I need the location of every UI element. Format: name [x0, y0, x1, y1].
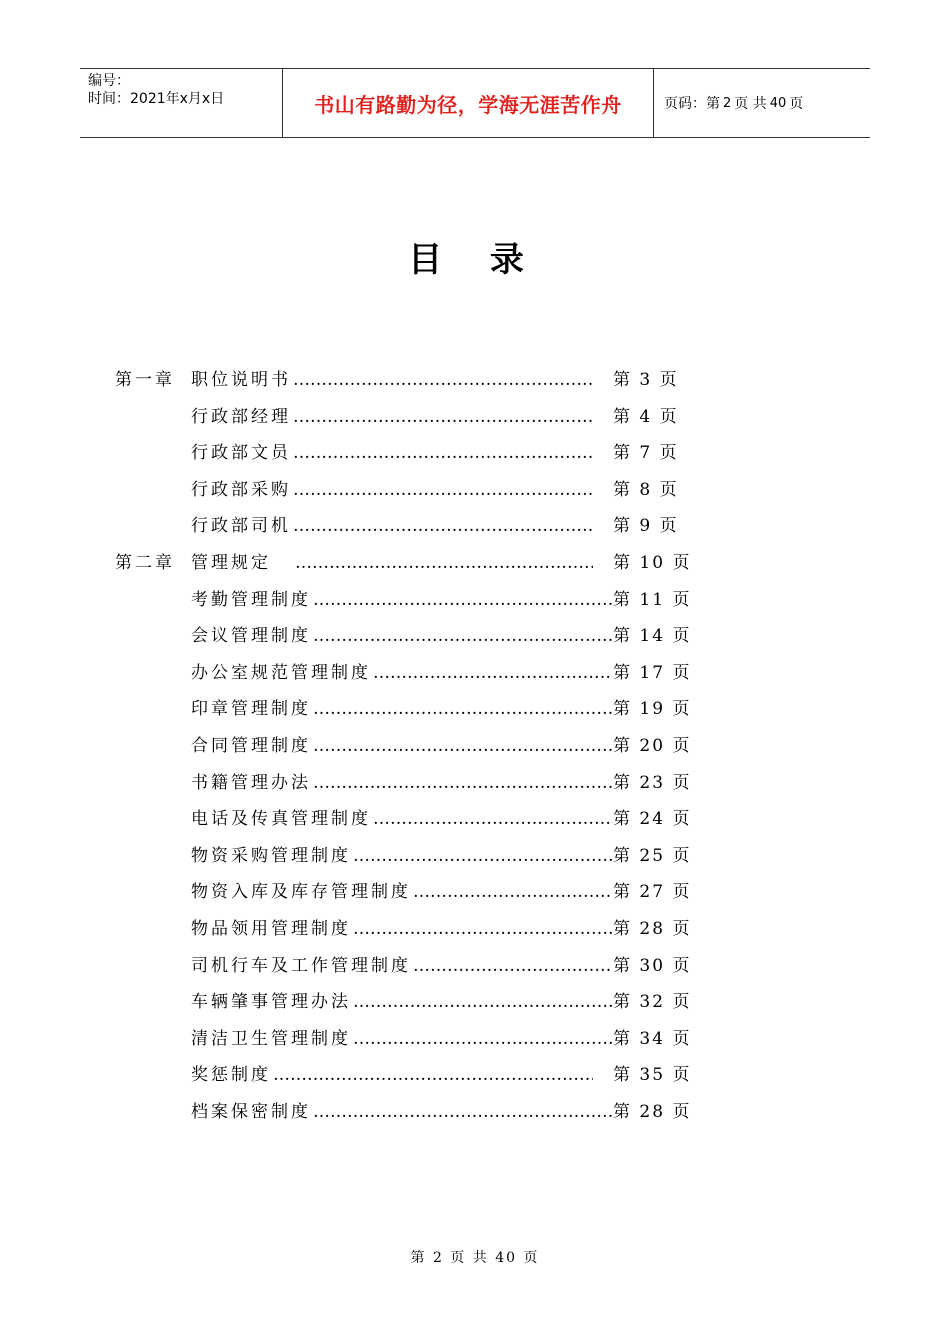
toc-leader-dots [353, 911, 613, 947]
toc-leader-dots [313, 582, 613, 618]
toc-entry[interactable] [0, 399, 950, 435]
page-code-mid: 页 共 [734, 96, 767, 112]
page-code-prefix: 页码：第 [664, 96, 720, 112]
toc-page-number: 第 34 页 [613, 1028, 692, 1049]
toc-chapter-label: 第二章 [115, 553, 175, 573]
toc-page-number: 第 17 页 [613, 662, 692, 683]
toc-leader-dots [293, 399, 593, 435]
toc-page-number: 第 24 页 [613, 809, 692, 830]
toc-leader-dots [353, 1021, 613, 1057]
toc-entry[interactable] [0, 1021, 950, 1057]
header-motto: 书山有路勤为径，学海无涯苦作舟 [314, 92, 622, 117]
toc-entry[interactable] [0, 948, 950, 984]
toc-leader-dots [373, 801, 613, 837]
toc-leader-dots [295, 545, 593, 581]
toc-entry[interactable] [0, 911, 950, 947]
toc-page-number: 第 14 页 [613, 626, 692, 647]
toc-entry-label: 管理规定 [191, 553, 271, 573]
toc-entry[interactable] [0, 838, 950, 874]
toc-entry[interactable] [0, 765, 950, 801]
toc-entry-label: 合同管理制度 [191, 736, 311, 756]
toc-entry-label: 物资入库及库存管理制度 [191, 882, 411, 903]
header-page-code [654, 69, 870, 137]
toc-entry-label: 考勤管理制度 [191, 589, 311, 610]
toc-page-number: 第 19 页 [613, 699, 692, 720]
toc-entry[interactable] [0, 582, 950, 618]
toc-entry[interactable] [0, 655, 950, 691]
toc-entry-label: 奖惩制度 [191, 1065, 271, 1086]
toc-entry[interactable] [0, 728, 950, 764]
toc-page-number: 第 8 页 [613, 479, 679, 500]
toc-leader-dots [313, 691, 613, 727]
toc-chapter-label: 第一章 [115, 370, 175, 390]
toc-page-number: 第 3 页 [613, 370, 679, 390]
toc-entry-label: 行政部文员 [191, 443, 291, 464]
toc-page-number: 第 7 页 [613, 443, 679, 464]
toc-entry[interactable] [0, 508, 950, 544]
toc-leader-dots [413, 948, 613, 984]
toc-entry-label: 档案保密制度 [191, 1102, 311, 1122]
toc-leader-dots [313, 618, 613, 654]
header-meta [80, 69, 282, 137]
toc-page-number: 第 20 页 [613, 736, 692, 756]
toc-entry-label: 职位说明书 [191, 370, 291, 390]
toc-page-number: 第 30 页 [613, 955, 692, 976]
toc-page-number: 第 32 页 [613, 992, 692, 1013]
toc-leader-dots [313, 1094, 613, 1130]
toc-entry[interactable] [0, 472, 950, 508]
toc-leader-dots [353, 984, 613, 1020]
page-code-total: 40 [769, 95, 787, 111]
toc-entry-label: 清洁卫生管理制度 [191, 1028, 351, 1049]
toc-page-number: 第 4 页 [613, 406, 679, 427]
page-code-current: 2 [723, 95, 732, 111]
toc-leader-dots [293, 362, 593, 398]
toc-entry-label: 车辆肇事管理办法 [191, 992, 351, 1013]
toc-page-number: 第 10 页 [613, 553, 692, 573]
toc-entry-label: 办公室规范管理制度 [191, 662, 371, 683]
toc-leader-dots [413, 874, 613, 910]
toc-entry[interactable] [0, 984, 950, 1020]
toc-entry-label: 会议管理制度 [191, 626, 311, 647]
toc-entry[interactable] [0, 618, 950, 654]
toc-leader-dots [293, 472, 593, 508]
toc-leader-dots [273, 1057, 593, 1093]
header-motto-cell [282, 69, 654, 137]
page-code-suffix: 页 [789, 96, 804, 112]
toc-entry[interactable] [0, 1094, 950, 1130]
toc-entry[interactable] [0, 801, 950, 837]
toc-entry[interactable] [0, 545, 950, 581]
toc-leader-dots [373, 655, 613, 691]
header-number-label: 编号： [88, 73, 130, 89]
toc-leader-dots [313, 765, 613, 801]
toc-entry[interactable] [0, 1057, 950, 1093]
toc-page-number: 第 25 页 [613, 845, 692, 866]
page-title: 目 录 [408, 240, 542, 280]
header-time-label: 时间：2021年x月x日 [88, 91, 225, 107]
toc-entry[interactable] [0, 691, 950, 727]
toc-entry-label: 物资采购管理制度 [191, 845, 351, 866]
toc-entry-label: 司机行车及工作管理制度 [191, 955, 411, 976]
toc-page-number: 第 9 页 [613, 516, 679, 537]
toc-entry[interactable] [0, 435, 950, 471]
toc-page-number: 第 35 页 [613, 1065, 692, 1086]
page-footer: 第 2 页 共 40 页 [410, 1250, 540, 1266]
toc-leader-dots [313, 728, 613, 764]
toc-page-number: 第 27 页 [613, 882, 692, 903]
toc-entry-label: 行政部经理 [191, 406, 291, 427]
toc-entry[interactable] [0, 874, 950, 910]
toc-entry-label: 物品领用管理制度 [191, 919, 351, 939]
toc-entry-label: 电话及传真管理制度 [191, 809, 371, 830]
toc-page-number: 第 11 页 [613, 589, 692, 610]
toc-page-number: 第 28 页 [613, 919, 692, 939]
toc-leader-dots [353, 838, 613, 874]
toc-page-number: 第 23 页 [613, 772, 692, 793]
page-header [80, 68, 870, 138]
toc-leader-dots [293, 508, 593, 544]
toc-entry-label: 行政部司机 [191, 516, 291, 537]
toc-entry-label: 书籍管理办法 [191, 772, 311, 793]
toc-entry-label: 印章管理制度 [191, 699, 311, 720]
toc-page-number: 第 28 页 [613, 1102, 692, 1122]
toc-entry-label: 行政部采购 [191, 479, 291, 500]
toc-leader-dots [293, 435, 593, 471]
toc-entry[interactable] [0, 362, 950, 398]
